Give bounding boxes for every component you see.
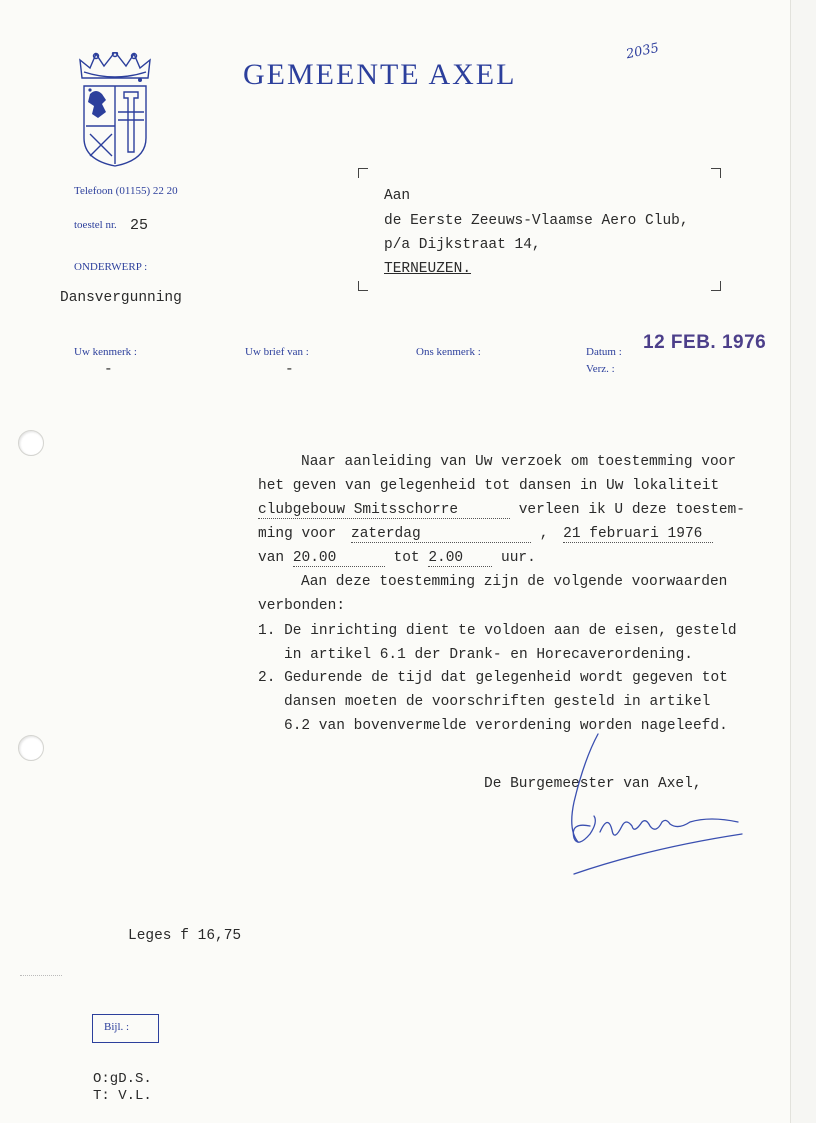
- uw-brief-value: -: [285, 362, 294, 378]
- punch-hole-top: [18, 430, 44, 456]
- address-line-1: Aan: [384, 188, 411, 204]
- comma-text: ,: [539, 526, 549, 542]
- address-line-2: de Eerste Zeeuws-Vlaamse Aero Club,: [384, 213, 689, 229]
- condition-2-line3: 6.2 van bovenvermelde verordening worden nageleefd.: [284, 718, 728, 734]
- address-corner-tr: [711, 168, 721, 178]
- onderwerp-value: Dansvergunning: [60, 290, 182, 306]
- toestel-label: toestel nr.: [74, 219, 117, 231]
- leges-text: Leges f 16,75: [128, 928, 242, 944]
- ming-voor-text: ming voor: [258, 526, 337, 542]
- van-text: van: [258, 550, 285, 566]
- toestel-value: 25: [130, 217, 149, 234]
- start-time-field: 20.00: [293, 550, 385, 567]
- uw-kenmerk-label: Uw kenmerk :: [74, 346, 137, 358]
- fold-mark: [20, 975, 62, 976]
- condition-1-line1: 1. De inrichting dient te voldoen aan de eisen, gesteld: [258, 623, 737, 639]
- telefoon-label: Telefoon (01155) 22 20: [74, 185, 178, 197]
- address-corner-br: [711, 281, 721, 291]
- handwritten-reference: 2035: [624, 40, 661, 63]
- body-p1-line1: Naar aanleiding van Uw verzoek om toestemming voor: [301, 454, 737, 470]
- body-p1-line4: [258, 526, 713, 543]
- date-stamp: 12 FEB. 1976: [643, 332, 767, 353]
- uw-kenmerk-value: -: [104, 362, 113, 378]
- onderwerp-label: ONDERWERP :: [74, 261, 148, 273]
- uw-brief-label: Uw brief van :: [245, 346, 309, 358]
- coat-of-arms-icon: [76, 52, 154, 168]
- punch-hole-bottom: [18, 735, 44, 761]
- tot-text: tot: [393, 550, 420, 566]
- condition-2-line1: 2. Gedurende de tijd dat gelegenheid wordt gegeven tot: [258, 670, 728, 686]
- verz-label: Verz. :: [586, 363, 615, 375]
- closing-text: De Burgemeester van Axel,: [484, 776, 702, 792]
- location-continuation: verleen ik U deze toestem-: [518, 502, 745, 518]
- datum-label: Datum :: [586, 346, 622, 358]
- body-p1-line2: het geven van gelegenheid tot dansen in Uw lokaliteit: [258, 478, 720, 494]
- initials-line-2: T: V.L.: [93, 1088, 152, 1104]
- initials-line-1: O:gD.S.: [93, 1071, 152, 1087]
- bijl-label: Bijl. :: [104, 1021, 130, 1033]
- address-corner-tl: [358, 168, 368, 178]
- condition-1-line2: in artikel 6.1 der Drank- en Horecaverordening.: [284, 647, 693, 663]
- day-field: zaterdag: [351, 526, 531, 543]
- address-line-4: TERNEUZEN.: [384, 261, 472, 277]
- bijl-box: [92, 1014, 159, 1043]
- uur-text: uur.: [501, 550, 536, 566]
- page-title: GEMEENTE AXEL: [243, 58, 517, 91]
- location-field: clubgebouw Smitsschorre: [258, 502, 510, 519]
- body-p1-line5: [258, 550, 536, 567]
- body-p2-line1: Aan deze toestemming zijn de volgende voorwaarden: [301, 574, 728, 590]
- address-corner-bl: [358, 281, 368, 291]
- date-field: 21 februari 1976: [563, 526, 713, 543]
- ons-kenmerk-label: Ons kenmerk :: [416, 346, 481, 358]
- body-p1-line3: [258, 502, 745, 519]
- body-p2-line2: verbonden:: [258, 598, 346, 614]
- address-line-3: p/a Dijkstraat 14,: [384, 237, 541, 253]
- condition-2-line2: dansen moeten de voorschriften gesteld in artikel: [284, 694, 711, 710]
- signature-icon: [560, 730, 750, 880]
- end-time-field: 2.00: [428, 550, 492, 567]
